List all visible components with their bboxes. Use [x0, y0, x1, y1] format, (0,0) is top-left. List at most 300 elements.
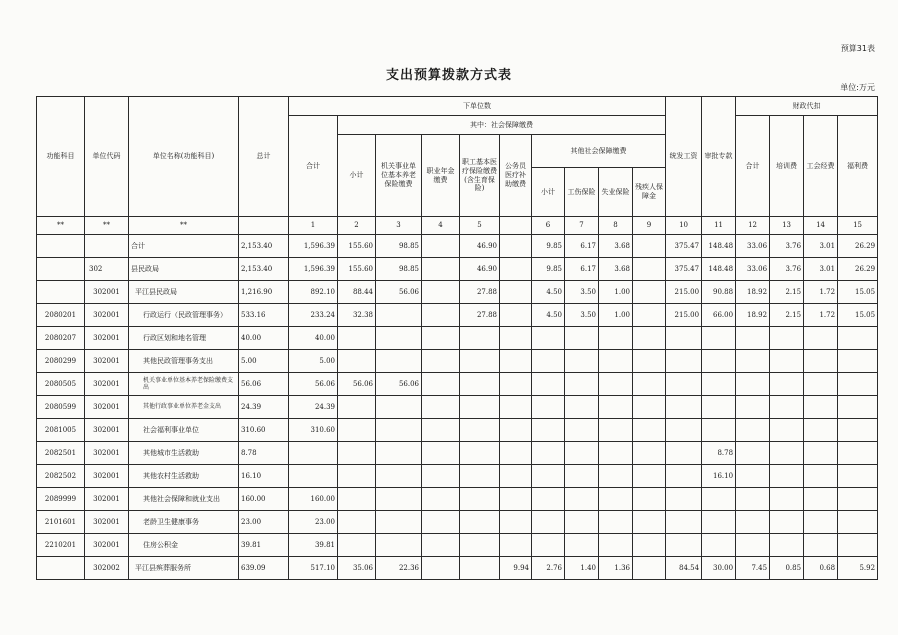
other-small-cell: [532, 327, 565, 350]
total-cell: 1,216.90: [239, 281, 289, 304]
unit-name-cell: 县民政局: [129, 258, 239, 281]
medical-cell: 27.88: [460, 281, 500, 304]
func-code-cell: [37, 258, 85, 281]
index-cell: 15: [838, 217, 878, 235]
table-row: [37, 304, 878, 327]
welfare-cell: [838, 327, 878, 350]
social-small-cell: [338, 396, 376, 419]
index-cell: 7: [565, 217, 599, 235]
approved-cell: [702, 396, 736, 419]
social-small-cell: 88.44: [338, 281, 376, 304]
wages-cell: 375.47: [666, 235, 702, 258]
index-cell: [500, 217, 532, 235]
wages-cell: 375.47: [666, 258, 702, 281]
disabled-cell: [633, 511, 666, 534]
welfare-cell: [838, 511, 878, 534]
unit-name-cell: 社会福利事业单位: [129, 419, 239, 442]
func-code-cell: [37, 281, 85, 304]
index-cell: 3: [376, 217, 422, 235]
unit-name-cell: 平江县殡葬服务所: [129, 557, 239, 580]
approved-cell: 8.78: [702, 442, 736, 465]
civil-medical-cell: [500, 258, 532, 281]
header-union-fee: 工会经费: [804, 116, 838, 217]
sum-cell: 5.00: [289, 350, 338, 373]
annuity-cell: [422, 327, 460, 350]
func-code-cell: 2080201: [37, 304, 85, 327]
unit-name-cell: 平江县民政局: [129, 281, 239, 304]
approved-cell: [702, 327, 736, 350]
union-fee-cell: [804, 350, 838, 373]
header-occupational-annuity: 职业年金缴费: [422, 135, 460, 217]
union-fee-cell: 1.72: [804, 304, 838, 327]
wages-cell: [666, 465, 702, 488]
training-cell: [770, 511, 804, 534]
wages-cell: 215.00: [666, 304, 702, 327]
pension-cell: [376, 465, 422, 488]
pension-cell: 98.85: [376, 235, 422, 258]
unit-code-cell: 302001: [85, 465, 129, 488]
disabled-cell: [633, 304, 666, 327]
index-cell: 14: [804, 217, 838, 235]
medical-cell: [460, 419, 500, 442]
disabled-cell: [633, 258, 666, 281]
total-cell: 160.00: [239, 488, 289, 511]
sum-cell: [289, 465, 338, 488]
fa-sum-cell: 18.92: [736, 281, 770, 304]
table-row: [37, 465, 878, 488]
unemployment-cell: [599, 465, 633, 488]
unit-code-cell: 302: [85, 258, 129, 281]
union-fee-cell: [804, 442, 838, 465]
injury-cell: 6.17: [565, 235, 599, 258]
func-code-cell: 2080299: [37, 350, 85, 373]
civil-medical-cell: [500, 304, 532, 327]
annuity-cell: [422, 281, 460, 304]
header-other-social: 其他社会保障缴费: [532, 135, 666, 168]
pension-cell: [376, 419, 422, 442]
social-small-cell: 56.06: [338, 373, 376, 396]
unit-name-cell: 老龄卫生健康事务: [129, 511, 239, 534]
injury-cell: [565, 419, 599, 442]
civil-medical-cell: [500, 488, 532, 511]
disabled-cell: [633, 235, 666, 258]
unit-code-cell: 302001: [85, 327, 129, 350]
union-fee-cell: [804, 419, 838, 442]
injury-cell: 3.50: [565, 304, 599, 327]
header-disabled: 残疾人保障金: [633, 168, 666, 217]
welfare-cell: [838, 534, 878, 557]
header-total: 总计: [239, 97, 289, 217]
pension-cell: [376, 350, 422, 373]
header-fiscal-agent: 财政代扣: [736, 97, 878, 116]
civil-medical-cell: [500, 396, 532, 419]
welfare-cell: [838, 442, 878, 465]
header-row-1: [37, 97, 878, 116]
approved-cell: 148.48: [702, 258, 736, 281]
other-small-cell: [532, 465, 565, 488]
other-small-cell: [532, 373, 565, 396]
func-code-cell: 2082502: [37, 465, 85, 488]
welfare-cell: [838, 350, 878, 373]
annuity-cell: [422, 488, 460, 511]
approved-cell: [702, 373, 736, 396]
civil-medical-cell: [500, 534, 532, 557]
index-cell: [239, 217, 289, 235]
medical-cell: [460, 511, 500, 534]
func-code-cell: 2210201: [37, 534, 85, 557]
total-cell: 5.00: [239, 350, 289, 373]
fa-sum-cell: [736, 396, 770, 419]
union-fee-cell: [804, 534, 838, 557]
social-small-cell: [338, 419, 376, 442]
fa-sum-cell: [736, 373, 770, 396]
pension-cell: [376, 488, 422, 511]
fa-sum-cell: [736, 442, 770, 465]
unemployment-cell: [599, 442, 633, 465]
table-row: [37, 488, 878, 511]
disabled-cell: [633, 488, 666, 511]
sum-cell: 23.00: [289, 511, 338, 534]
training-cell: [770, 488, 804, 511]
unit-name-cell: 住房公积金: [129, 534, 239, 557]
sum-cell: 1,596.39: [289, 235, 338, 258]
index-cell: 9: [633, 217, 666, 235]
unemployment-cell: [599, 511, 633, 534]
fa-sum-cell: [736, 488, 770, 511]
pension-cell: [376, 442, 422, 465]
civil-medical-cell: [500, 465, 532, 488]
approved-cell: [702, 350, 736, 373]
medical-cell: [460, 534, 500, 557]
index-cell: 1: [289, 217, 338, 235]
index-cell: 13: [770, 217, 804, 235]
other-small-cell: 9.85: [532, 235, 565, 258]
index-cell: 4: [422, 217, 460, 235]
social-small-cell: 35.06: [338, 557, 376, 580]
total-cell: 2,153.40: [239, 258, 289, 281]
medical-cell: [460, 327, 500, 350]
sum-cell: 160.00: [289, 488, 338, 511]
social-small-cell: [338, 534, 376, 557]
header-welfare: 福利费: [838, 116, 878, 217]
civil-medical-cell: [500, 511, 532, 534]
unit-code-cell: 302001: [85, 396, 129, 419]
page-title: 支出预算拨款方式表: [385, 68, 512, 83]
header-unit-name: 单位名称(功能科目): [129, 97, 239, 217]
index-cell: **: [85, 217, 129, 235]
table-row: [37, 396, 878, 419]
unit-code-cell: 302001: [85, 488, 129, 511]
wages-cell: [666, 511, 702, 534]
social-small-cell: 32.38: [338, 304, 376, 327]
social-small-cell: [338, 350, 376, 373]
header-wages: 统发工资: [666, 97, 702, 217]
union-fee-cell: [804, 396, 838, 419]
injury-cell: [565, 511, 599, 534]
injury-cell: [565, 373, 599, 396]
fa-sum-cell: [736, 511, 770, 534]
sum-cell: 517.10: [289, 557, 338, 580]
sum-cell: 892.10: [289, 281, 338, 304]
disabled-cell: [633, 373, 666, 396]
injury-cell: [565, 327, 599, 350]
fa-sum-cell: [736, 327, 770, 350]
injury-cell: [565, 442, 599, 465]
fa-sum-cell: 33.06: [736, 258, 770, 281]
welfare-cell: [838, 419, 878, 442]
training-cell: 2.15: [770, 281, 804, 304]
other-small-cell: 4.50: [532, 304, 565, 327]
union-fee-cell: [804, 373, 838, 396]
pension-cell: 56.06: [376, 281, 422, 304]
other-small-cell: [532, 396, 565, 419]
other-small-cell: [532, 488, 565, 511]
unemployment-cell: 3.68: [599, 258, 633, 281]
approved-cell: 90.88: [702, 281, 736, 304]
annuity-cell: [422, 534, 460, 557]
form-number: 预算31表: [840, 44, 875, 53]
func-code-cell: 2080505: [37, 373, 85, 396]
table-body: [37, 235, 878, 580]
unemployment-cell: 1.36: [599, 557, 633, 580]
unit-code-cell: 302001: [85, 442, 129, 465]
disabled-cell: [633, 281, 666, 304]
other-small-cell: [532, 534, 565, 557]
func-code-cell: 2089999: [37, 488, 85, 511]
approved-cell: [702, 511, 736, 534]
unit-name-cell: 行政区划和地名管理: [129, 327, 239, 350]
unemployment-cell: 1.00: [599, 304, 633, 327]
header-unemployment: 失业保险: [599, 168, 633, 217]
medical-cell: [460, 442, 500, 465]
training-cell: [770, 465, 804, 488]
unit-name-cell: 其他社会保障和就业支出: [129, 488, 239, 511]
approved-cell: 148.48: [702, 235, 736, 258]
other-small-cell: [532, 350, 565, 373]
table-row: [37, 419, 878, 442]
annuity-cell: [422, 442, 460, 465]
medical-cell: 27.88: [460, 304, 500, 327]
injury-cell: [565, 396, 599, 419]
disabled-cell: [633, 327, 666, 350]
training-cell: 3.76: [770, 235, 804, 258]
header-sub-small: 小计: [338, 135, 376, 217]
pension-cell: [376, 511, 422, 534]
disabled-cell: [633, 557, 666, 580]
index-cell: 2: [338, 217, 376, 235]
medical-cell: [460, 396, 500, 419]
sum-cell: 1,596.39: [289, 258, 338, 281]
unit-code-cell: 302001: [85, 373, 129, 396]
header-civil-medical: 公务员医疗补助缴费: [500, 135, 532, 217]
total-cell: 40.00: [239, 327, 289, 350]
disabled-cell: [633, 534, 666, 557]
training-cell: [770, 327, 804, 350]
fa-sum-cell: 7.45: [736, 557, 770, 580]
unit-code-cell: 302001: [85, 534, 129, 557]
wages-cell: [666, 373, 702, 396]
unemployment-cell: [599, 327, 633, 350]
training-cell: [770, 350, 804, 373]
social-small-cell: [338, 465, 376, 488]
table-row: [37, 442, 878, 465]
table-row: [37, 327, 878, 350]
header-func-subject: 功能科目: [37, 97, 85, 217]
injury-cell: [565, 534, 599, 557]
training-cell: 2.15: [770, 304, 804, 327]
table-row: [37, 511, 878, 534]
civil-medical-cell: [500, 281, 532, 304]
civil-medical-cell: [500, 442, 532, 465]
sum-cell: 56.06: [289, 373, 338, 396]
unit-code-cell: 302002: [85, 557, 129, 580]
welfare-cell: [838, 465, 878, 488]
sum-cell: 24.39: [289, 396, 338, 419]
wages-cell: 84.54: [666, 557, 702, 580]
approved-cell: 30.00: [702, 557, 736, 580]
wages-cell: [666, 534, 702, 557]
social-small-cell: [338, 327, 376, 350]
training-cell: [770, 442, 804, 465]
civil-medical-cell: [500, 235, 532, 258]
index-cell: 6: [532, 217, 565, 235]
union-fee-cell: [804, 327, 838, 350]
index-cell: **: [129, 217, 239, 235]
injury-cell: 3.50: [565, 281, 599, 304]
training-cell: [770, 396, 804, 419]
social-small-cell: [338, 488, 376, 511]
medical-cell: [460, 465, 500, 488]
unit-code-cell: 302001: [85, 419, 129, 442]
social-small-cell: 155.60: [338, 235, 376, 258]
header-pension-agency: 机关事业单位基本养老保险缴费: [376, 135, 422, 217]
wages-cell: [666, 419, 702, 442]
training-cell: [770, 419, 804, 442]
table-row: [37, 373, 878, 396]
injury-cell: 1.40: [565, 557, 599, 580]
table-row: [37, 258, 878, 281]
training-cell: [770, 534, 804, 557]
annuity-cell: [422, 511, 460, 534]
welfare-cell: [838, 396, 878, 419]
union-fee-cell: 3.01: [804, 235, 838, 258]
pension-cell: [376, 327, 422, 350]
header-training: 培训费: [770, 116, 804, 217]
injury-cell: [565, 350, 599, 373]
unemployment-cell: [599, 396, 633, 419]
unit-code-cell: 302001: [85, 304, 129, 327]
sum-cell: 39.81: [289, 534, 338, 557]
unit-name-cell: 机关事业单位基本养老保险缴费支出: [129, 373, 239, 396]
fa-sum-cell: 33.06: [736, 235, 770, 258]
func-code-cell: 2082501: [37, 442, 85, 465]
header-employee-medical: 职工基本医疗保险缴费(含生育保险): [460, 135, 500, 217]
header-injury: 工伤保险: [565, 168, 599, 217]
func-code-cell: 2080207: [37, 327, 85, 350]
other-small-cell: 4.50: [532, 281, 565, 304]
total-cell: 2,153.40: [239, 235, 289, 258]
welfare-cell: [838, 373, 878, 396]
sum-cell: 233.24: [289, 304, 338, 327]
medical-cell: [460, 488, 500, 511]
wages-cell: 215.00: [666, 281, 702, 304]
fa-sum-cell: [736, 419, 770, 442]
wages-cell: [666, 488, 702, 511]
disabled-cell: [633, 396, 666, 419]
pension-cell: [376, 304, 422, 327]
social-small-cell: 155.60: [338, 258, 376, 281]
union-fee-cell: [804, 511, 838, 534]
injury-cell: [565, 465, 599, 488]
sum-cell: 40.00: [289, 327, 338, 350]
union-fee-cell: [804, 488, 838, 511]
total-cell: 24.39: [239, 396, 289, 419]
civil-medical-cell: [500, 373, 532, 396]
union-fee-cell: [804, 465, 838, 488]
annuity-cell: [422, 304, 460, 327]
table-row: [37, 281, 878, 304]
annuity-cell: [422, 258, 460, 281]
annuity-cell: [422, 465, 460, 488]
approved-cell: [702, 534, 736, 557]
unemployment-cell: 1.00: [599, 281, 633, 304]
union-fee-cell: 3.01: [804, 258, 838, 281]
header-of-which: 其中：社会保障缴费: [338, 116, 666, 135]
unit-name-cell: 合计: [129, 235, 239, 258]
social-small-cell: [338, 442, 376, 465]
pension-cell: [376, 534, 422, 557]
func-code-cell: [37, 235, 85, 258]
union-fee-cell: 1.72: [804, 281, 838, 304]
index-cell: 8: [599, 217, 633, 235]
table-row: [37, 557, 878, 580]
wages-cell: [666, 396, 702, 419]
disabled-cell: [633, 465, 666, 488]
wages-cell: [666, 327, 702, 350]
medical-cell: [460, 373, 500, 396]
unit-code-cell: 302001: [85, 511, 129, 534]
pension-cell: [376, 396, 422, 419]
training-cell: 0.85: [770, 557, 804, 580]
annuity-cell: [422, 350, 460, 373]
budget-table: [36, 96, 878, 580]
welfare-cell: 5.92: [838, 557, 878, 580]
other-small-cell: 2.76: [532, 557, 565, 580]
func-code-cell: 2080599: [37, 396, 85, 419]
table-row: [37, 534, 878, 557]
fa-sum-cell: [736, 534, 770, 557]
medical-cell: 46.90: [460, 235, 500, 258]
unemployment-cell: [599, 488, 633, 511]
header-unit-code: 单位代码: [85, 97, 129, 217]
total-cell: 639.09: [239, 557, 289, 580]
table-row: [37, 350, 878, 373]
total-cell: 310.60: [239, 419, 289, 442]
header-subtotal-sum: 合计: [289, 116, 338, 217]
index-cell: **: [37, 217, 85, 235]
welfare-cell: [838, 488, 878, 511]
other-small-cell: [532, 419, 565, 442]
welfare-cell: 26.29: [838, 258, 878, 281]
welfare-cell: 15.05: [838, 304, 878, 327]
civil-medical-cell: 9.94: [500, 557, 532, 580]
table-row: [37, 235, 878, 258]
func-code-cell: [37, 557, 85, 580]
index-cell: 5: [460, 217, 500, 235]
total-cell: 8.78: [239, 442, 289, 465]
sum-cell: [289, 442, 338, 465]
header-fa-sum: 合计: [736, 116, 770, 217]
